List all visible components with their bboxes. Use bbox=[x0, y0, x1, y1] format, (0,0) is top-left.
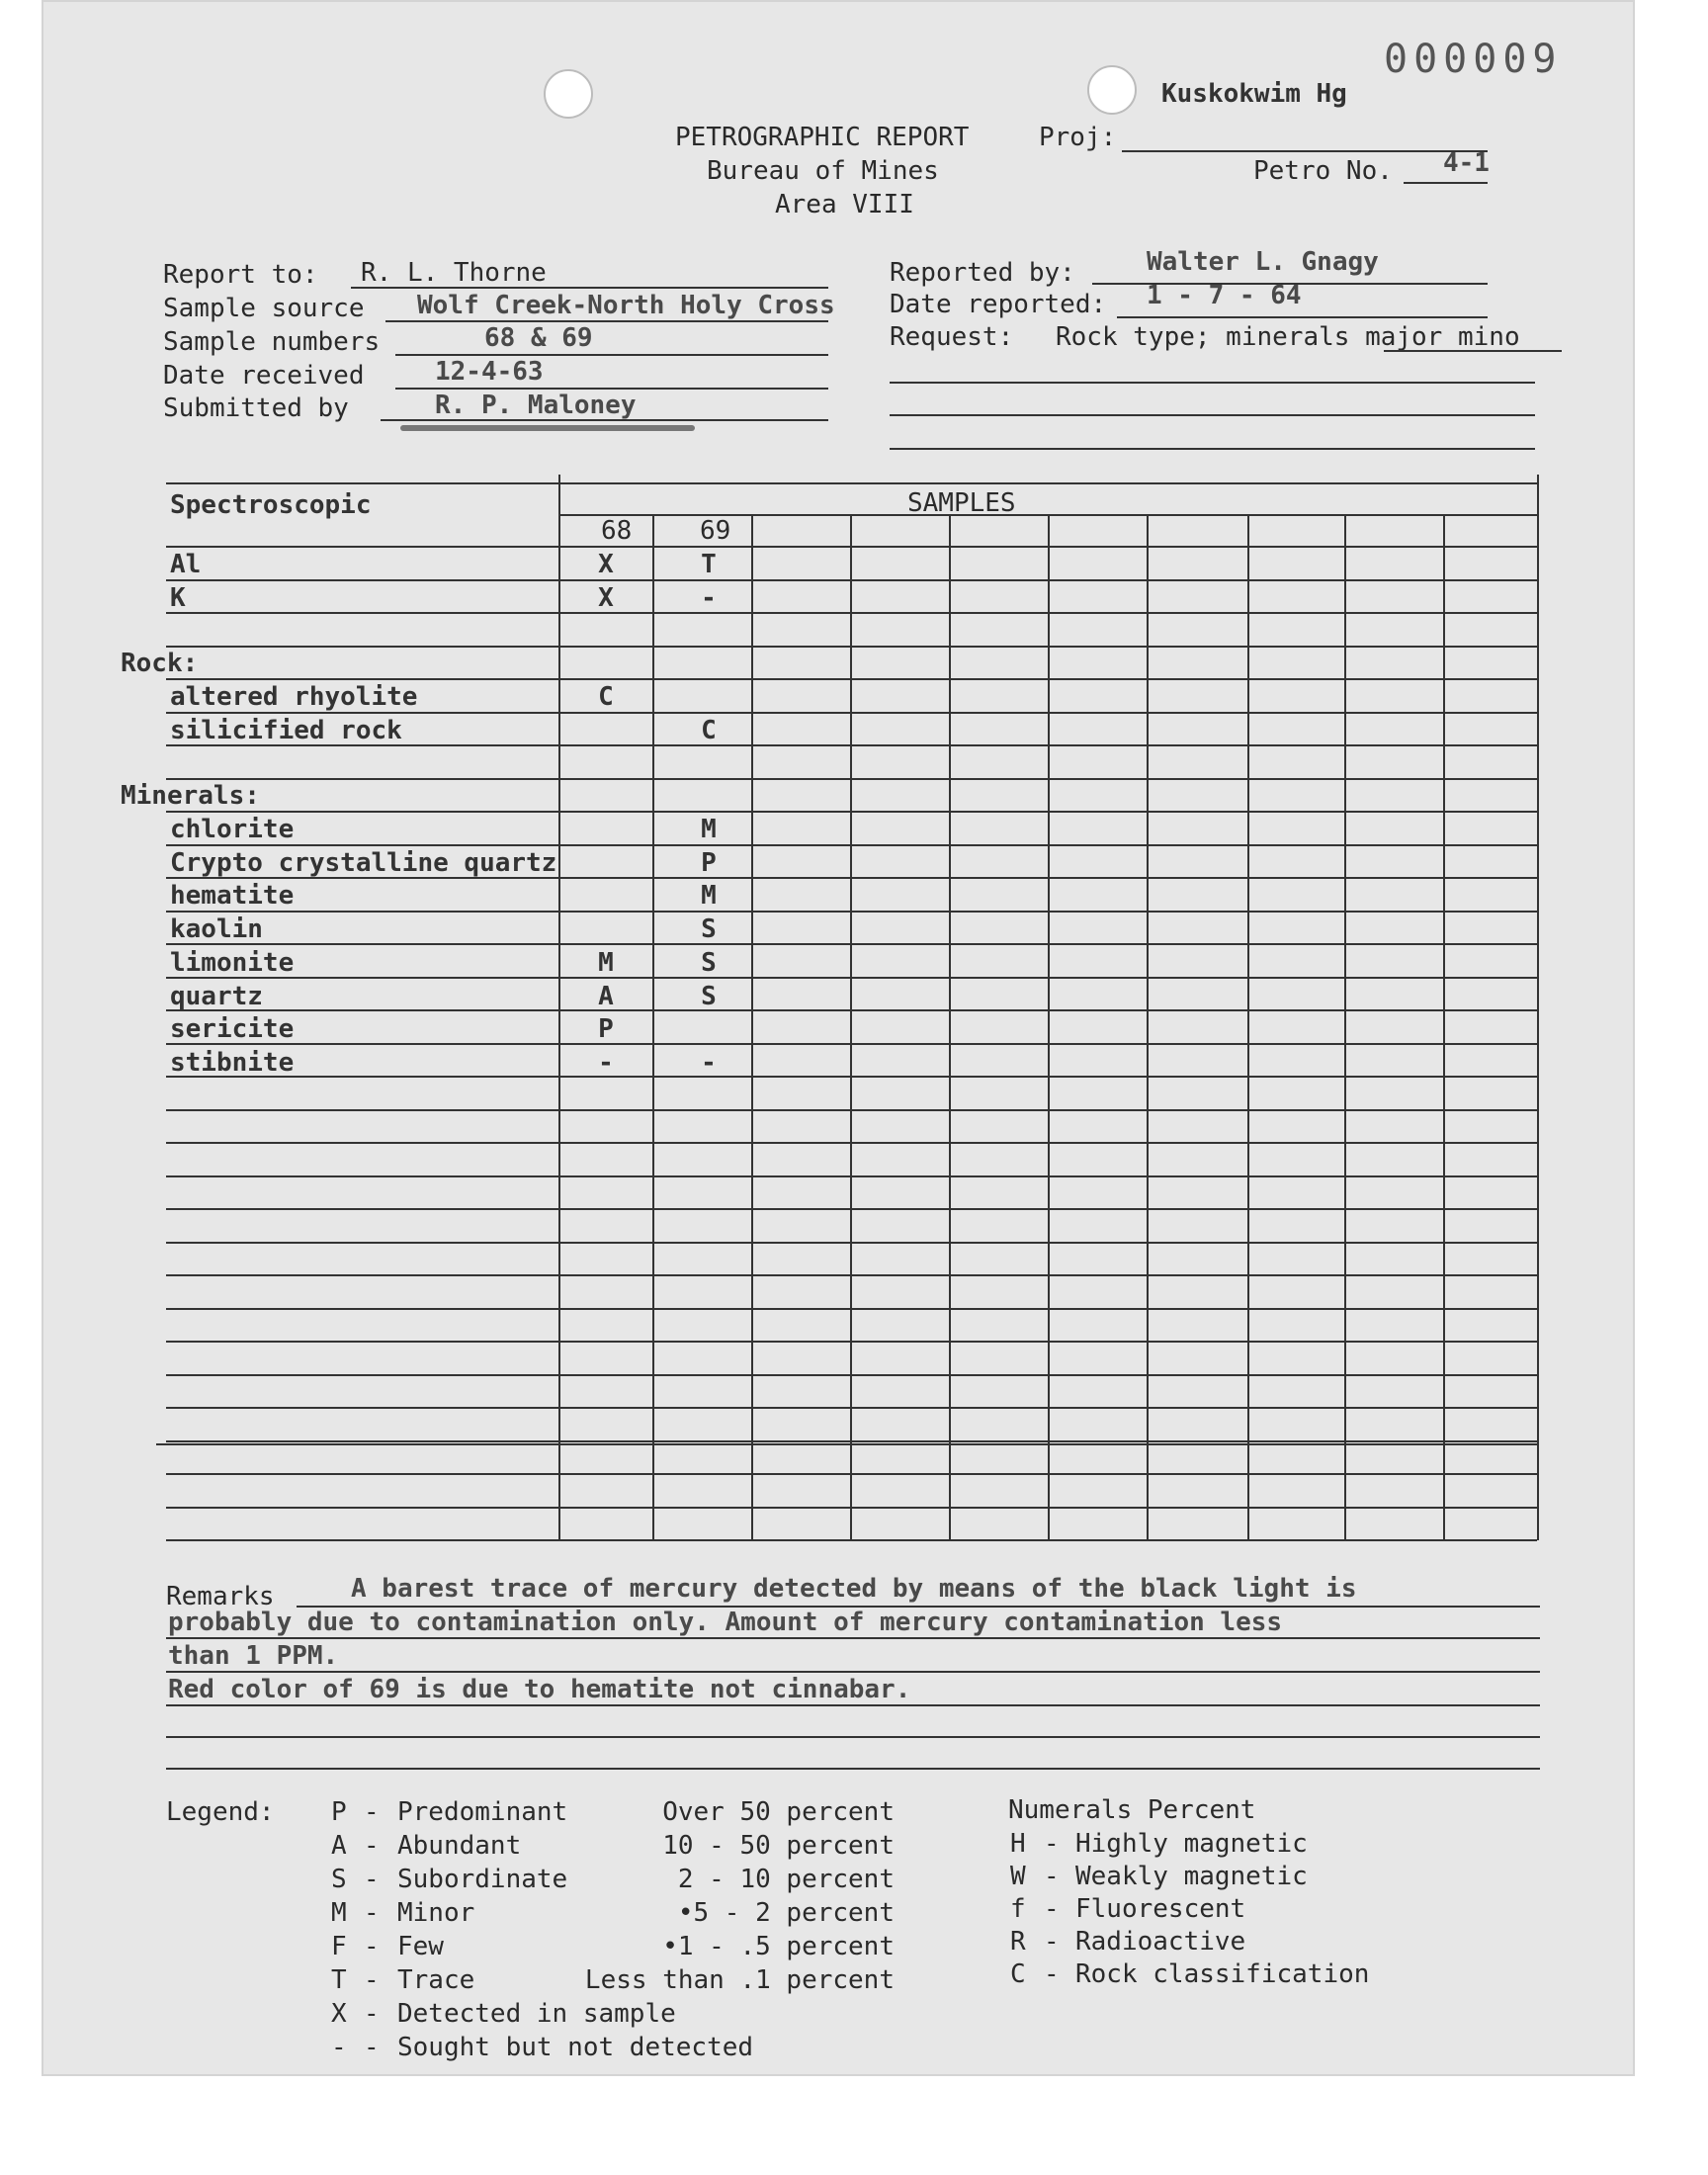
cell-sample-69: M bbox=[701, 881, 717, 911]
legend-desc: Abundant bbox=[397, 1831, 522, 1861]
signature-underline bbox=[400, 425, 695, 431]
legend-range: 10 - 50 percent bbox=[662, 1831, 895, 1861]
samples-header: SAMPLES bbox=[907, 488, 1016, 518]
legend-right-title: Numerals Percent bbox=[1008, 1795, 1256, 1825]
cell-sample-68: C bbox=[598, 682, 614, 712]
legend-right-desc: Rock classification bbox=[1075, 1959, 1370, 1989]
legend-dash: - bbox=[364, 1932, 380, 1961]
report-to-value: R. L. Thorne bbox=[361, 258, 547, 288]
sample-col-69: 69 bbox=[700, 516, 731, 546]
report-to-label: Report to: bbox=[163, 260, 318, 290]
row-label: Crypto crystalline quartz bbox=[170, 848, 557, 878]
proj-label: Proj: bbox=[1039, 123, 1117, 152]
sample-col-68: 68 bbox=[601, 516, 633, 546]
cell-sample-69: S bbox=[701, 914, 717, 944]
project-name: Kuskokwim Hg bbox=[1161, 79, 1347, 109]
legend-dash: - bbox=[364, 1797, 380, 1827]
remarks-line: probably due to contamination only. Amount of mercury contamination less bbox=[168, 1608, 1283, 1637]
legend-dash: - bbox=[1044, 1927, 1060, 1957]
cell-sample-69: - bbox=[701, 1048, 717, 1078]
remarks-label: Remarks bbox=[166, 1582, 275, 1611]
legend-desc: Minor bbox=[397, 1898, 475, 1928]
legend-dash: - bbox=[364, 1831, 380, 1861]
sample-source-value: Wolf Creek-North Holy Cross bbox=[417, 291, 835, 320]
row-label: silicified rock bbox=[170, 716, 402, 745]
row-label: K bbox=[170, 583, 186, 613]
legend-code: S bbox=[331, 1865, 347, 1894]
legend-code: X bbox=[331, 1999, 347, 2029]
legend-desc: Detected in sample bbox=[397, 1999, 676, 2029]
legend-dash: - bbox=[364, 2033, 380, 2062]
date-received-value: 12-4-63 bbox=[435, 357, 544, 387]
legend-code: T bbox=[331, 1965, 347, 1995]
legend-range: Over 50 percent bbox=[662, 1797, 895, 1827]
submitted-by-label: Submitted by bbox=[163, 393, 349, 423]
legend-desc: Predominant bbox=[397, 1797, 568, 1827]
legend-desc: Few bbox=[397, 1932, 444, 1961]
legend-right-code: W bbox=[1010, 1862, 1026, 1891]
legend-range: •1 - .5 percent bbox=[662, 1932, 895, 1961]
cell-sample-68: X bbox=[598, 550, 614, 579]
legend-dash: - bbox=[1044, 1959, 1060, 1989]
area-label: Area VIII bbox=[775, 190, 914, 219]
date-reported-label: Date reported: bbox=[890, 290, 1107, 319]
reported-by-label: Reported by: bbox=[890, 258, 1075, 288]
legend-code: - bbox=[331, 2033, 347, 2062]
petro-no-label: Petro No. bbox=[1253, 156, 1393, 186]
row-label: sericite bbox=[170, 1014, 295, 1044]
row-label: quartz bbox=[170, 982, 263, 1011]
legend-range: •5 - 2 percent bbox=[677, 1898, 895, 1928]
remarks-line: Red color of 69 is due to hematite not cinnabar. bbox=[168, 1675, 911, 1704]
legend-right-desc: Radioactive bbox=[1075, 1927, 1246, 1957]
sample-numbers-label: Sample numbers bbox=[163, 327, 381, 357]
legend-code: F bbox=[331, 1932, 347, 1961]
legend-desc: Subordinate bbox=[397, 1865, 568, 1894]
row-label: stibnite bbox=[170, 1048, 295, 1078]
cell-sample-68: A bbox=[598, 982, 614, 1011]
legend-dash: - bbox=[1044, 1862, 1060, 1891]
rock-heading: Rock: bbox=[121, 649, 199, 678]
row-label: limonite bbox=[170, 948, 295, 978]
cell-sample-68: P bbox=[598, 1014, 614, 1044]
legend-range: Less than .1 percent bbox=[584, 1965, 895, 1995]
minerals-heading: Minerals: bbox=[121, 781, 260, 811]
request-value: Rock type; minerals major mino bbox=[1056, 322, 1520, 352]
legend-dash: - bbox=[364, 1965, 380, 1995]
legend-range: 2 - 10 percent bbox=[677, 1865, 895, 1894]
legend-right-code: C bbox=[1010, 1959, 1026, 1989]
remarks-line: A barest trace of mercury detected by means of the black light is bbox=[351, 1574, 1357, 1604]
cell-sample-68: M bbox=[598, 948, 614, 978]
legend-right-code: H bbox=[1010, 1829, 1026, 1859]
request-label: Request: bbox=[890, 322, 1014, 352]
cell-sample-68: X bbox=[598, 583, 614, 613]
legend-desc: Trace bbox=[397, 1965, 475, 1995]
bureau-name: Bureau of Mines bbox=[707, 156, 939, 186]
legend-dash: - bbox=[364, 1898, 380, 1928]
cell-sample-69: P bbox=[701, 848, 717, 878]
cell-sample-69: - bbox=[701, 583, 717, 613]
submitted-by-value: R. P. Maloney bbox=[435, 391, 637, 420]
legend-dash: - bbox=[364, 1999, 380, 2029]
petro-no-value: 4-1 bbox=[1443, 148, 1490, 178]
cell-sample-69: S bbox=[701, 982, 717, 1011]
reported-by-value: Walter L. Gnagy bbox=[1147, 247, 1379, 277]
legend-right-code: f bbox=[1010, 1894, 1026, 1924]
row-label: chlorite bbox=[170, 815, 295, 844]
legend-code: P bbox=[331, 1797, 347, 1827]
row-label: altered rhyolite bbox=[170, 682, 418, 712]
row-label: kaolin bbox=[170, 914, 263, 944]
legend-code: A bbox=[331, 1831, 347, 1861]
document-number: 000009 bbox=[1384, 37, 1563, 82]
legend-code: M bbox=[331, 1898, 347, 1928]
spectroscopic-heading: Spectroscopic bbox=[170, 490, 372, 520]
legend-right-desc: Weakly magnetic bbox=[1075, 1862, 1308, 1891]
legend-right-desc: Highly magnetic bbox=[1075, 1829, 1308, 1859]
legend-right-desc: Fluorescent bbox=[1075, 1894, 1246, 1924]
cell-sample-69: T bbox=[701, 550, 717, 579]
row-label: Al bbox=[170, 550, 202, 579]
legend-right-code: R bbox=[1010, 1927, 1026, 1957]
legend-label: Legend: bbox=[166, 1797, 275, 1827]
cell-sample-69: C bbox=[701, 716, 717, 745]
date-reported-value: 1 - 7 - 64 bbox=[1147, 281, 1302, 310]
row-label: hematite bbox=[170, 881, 295, 911]
sample-source-label: Sample source bbox=[163, 294, 365, 323]
legend-dash: - bbox=[364, 1865, 380, 1894]
sample-numbers-value: 68 & 69 bbox=[484, 323, 593, 353]
cell-sample-69: M bbox=[701, 815, 717, 844]
punch-hole-left bbox=[544, 69, 593, 119]
date-received-label: Date received bbox=[163, 361, 365, 391]
legend-dash: - bbox=[1044, 1894, 1060, 1924]
cell-sample-69: S bbox=[701, 948, 717, 978]
legend-dash: - bbox=[1044, 1829, 1060, 1859]
report-title: PETROGRAPHIC REPORT bbox=[675, 123, 970, 152]
remarks-line: than 1 PPM. bbox=[168, 1641, 339, 1671]
legend-desc: Sought but not detected bbox=[397, 2033, 754, 2062]
punch-hole-right bbox=[1087, 65, 1137, 115]
cell-sample-68: - bbox=[598, 1048, 614, 1078]
